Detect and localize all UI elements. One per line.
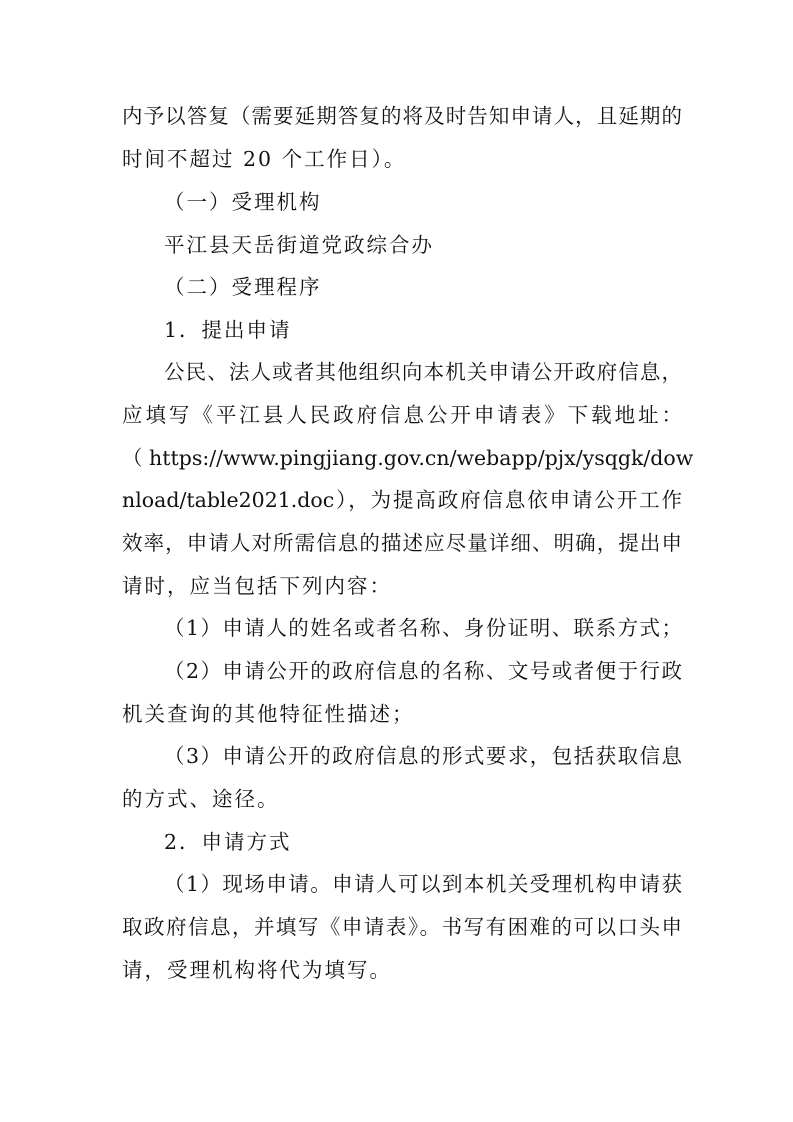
- list-item: （1）现场申请。申请人可以到本机关受理机构申请获: [164, 872, 682, 896]
- agency-name: 平江县天岳街道党政综合办: [164, 233, 434, 257]
- paragraph-line: 时间不超过 20 个工作日）。: [122, 147, 407, 171]
- list-item-continuation: 机关查询的其他特征性描述；: [122, 702, 415, 726]
- section-heading-acceptance-procedure: （二）受理程序: [164, 275, 322, 299]
- paragraph-line: 应填写《平江县人民政府信息公开申请表》下载地址：: [122, 403, 682, 427]
- paragraph-line: 请时，应当包括下列内容：: [122, 574, 392, 598]
- paragraph-line: 内予以答复（需要延期答复的将及时告知申请人，且延期的: [122, 104, 682, 128]
- list-item: （2）申请公开的政府信息的名称、文号或者便于行政: [164, 659, 682, 683]
- paragraph-line: nload/table2021.doc），为提高政府信息依申请公开工作: [122, 488, 682, 512]
- paragraph-line: 公民、法人或者其他组织向本机关申请公开政府信息，: [164, 360, 682, 384]
- list-item: （1）申请人的姓名或者名称、身份证明、联系方式；: [164, 616, 682, 640]
- subheading-submit-application: 1．提出申请: [164, 318, 292, 342]
- section-heading-acceptance-agency: （一）受理机构: [164, 190, 322, 214]
- list-item-continuation: 取政府信息，并填写《申请表》。书写有困难的可以口头申: [122, 915, 682, 939]
- list-item-continuation: 的方式、途径。: [122, 787, 280, 811]
- download-url-line: （ https://www.pingjiang.gov.cn/webapp/pjx/ysqgk/dow: [122, 446, 694, 470]
- list-item-continuation: 请，受理机构将代为填写。: [122, 958, 392, 982]
- list-item: （3）申请公开的政府信息的形式要求，包括获取信息: [164, 744, 682, 768]
- subheading-application-method: 2．申请方式: [164, 830, 292, 854]
- paragraph-line: 效率，申请人对所需信息的描述应尽量详细、明确，提出申: [122, 531, 682, 555]
